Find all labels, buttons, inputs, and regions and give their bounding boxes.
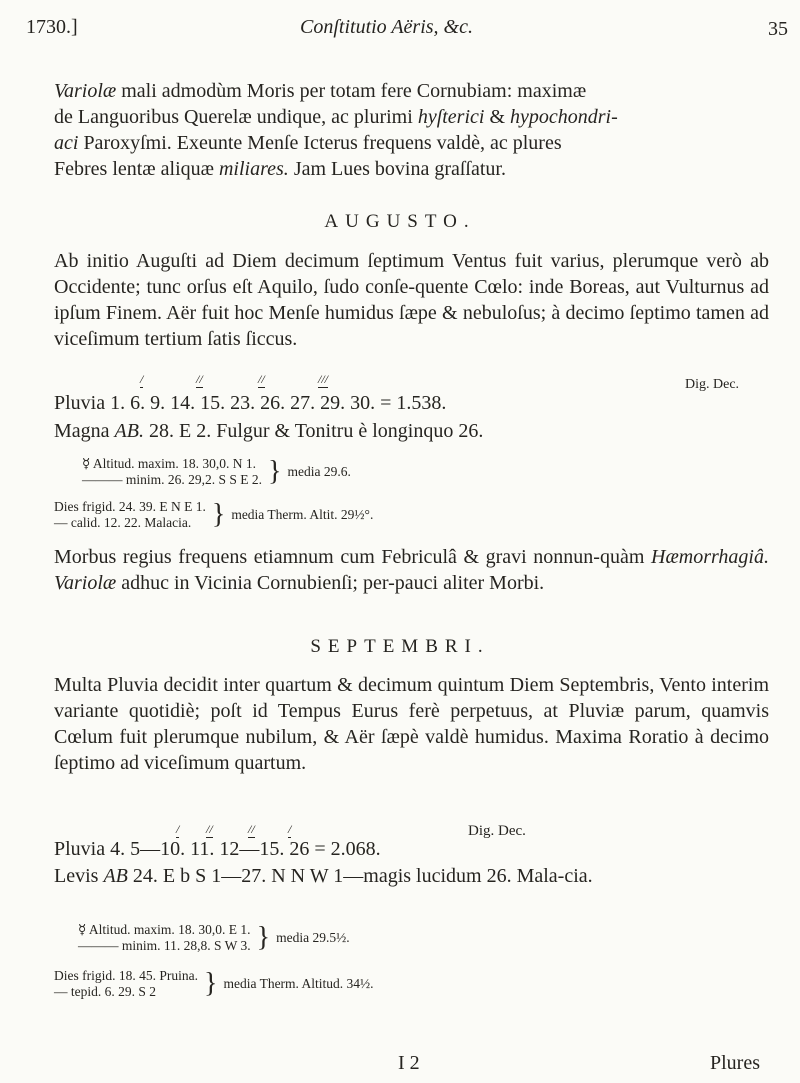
page-number: 35 [768,18,788,40]
rain-mark: // [258,372,265,386]
barometer-min: ——— minim. 26. 29,2. S S E 2. [82,472,263,487]
text-span: mali admodùm Moris per totam fere Cornubiam: maximæ [116,80,587,102]
barometer-media: media 29.6. [287,464,351,479]
brace-icon: } [204,968,218,999]
italic-term: hypochondri- [510,106,618,128]
header-title: Conſtitutio Aëris, &c. [300,16,473,38]
barometer-table-septembri [78,922,350,954]
thermometer-rows [54,499,206,531]
paragraph-variolae [54,78,769,182]
rain-mark: // [248,822,255,836]
text-span: minim. 26. 29,2. S S E 2. [125,472,263,487]
barometer-table-augusto [82,456,351,488]
header-year: 1730.] [26,16,78,38]
barometer-rows [82,456,262,488]
dig-dec-label: Dig. Dec. [468,823,526,839]
rain-mark: / [176,822,180,836]
brace-icon: } [256,922,271,953]
text-span: minim. 11. 28,8. S W 3. [121,938,251,953]
heading-augusto: AUGUSTO. [324,211,476,232]
thermometer-media: media Therm. Altit. 29½°. [231,507,374,522]
barometer-rows [78,922,251,954]
text-span: Jam Lues bovina graſſatur. [288,158,506,180]
brace-icon: } [211,499,226,530]
italic-term: Variolæ [54,572,117,594]
text-span: Morbus regius frequens etiamnum cum Febriculâ & gravi nonnun-quàm [54,546,651,568]
rain-mark: // [206,822,213,836]
pluvia-augusto: Pluvia 1. 6. 9. 14. 15. 23. 26. 27. 29. 30. = 1.538. [54,392,447,414]
thermometer-mild: — tepid. 6. 29. S 2 [54,984,157,999]
thermometer-rows [54,968,198,1000]
catchword: Plures [710,1052,760,1074]
thermometer-warm: — calid. 12. 22. Malacia. [54,515,192,530]
signature-mark: I 2 [398,1052,420,1074]
thermometer-cold: Dies frigid. 24. 39. E N E 1. [54,499,206,514]
text-span: de Languoribus Querelæ undique, ac plurimi [54,106,418,128]
italic-term: aci [54,132,79,154]
rain-mark: /// [318,372,329,386]
rain-mark: // [196,372,203,386]
italic-term: Variolæ [54,80,117,102]
text-span: Paroxyſmi. Exeunte Menſe Icterus frequens valdè, ac plures [78,132,562,154]
text-span: Levis [54,865,104,887]
italic-term: Hæmorrhagiâ. [651,546,769,568]
italic-term: hyſterici [417,106,485,128]
text-line [54,78,769,104]
text-span: Febres lentæ aliquæ [54,158,219,180]
rain-mark: / [288,822,292,836]
paragraph-septembri: Multa Pluvia decidit inter quartum & decimum quintum Diem Septembris, Vento interim variante quotidiè; poſt id Tempus Eurus ferè perpetuus, at Pluviæ parum, quamvis Cœlum fuit plerumque nubilum, & Aër ſæpè valdè humidus. Maxima Roratio à decimo ſeptimo ad viceſimum quartum. [54,674,769,774]
barometer-min: ——— minim. 11. 28,8. S W 3. [78,938,251,953]
text-span: 24. E b S 1—27. N N W 1—magis lucidum 26. Mala-cia. [127,865,593,887]
paragraph-augusto: Ab initio Auguſti ad Diem decimum ſeptimum Ventus fuit varius, plerumque verò ab Occidente; tunc orſus eſt Aquilo, ſudo conſe-quente Cœlo: inde Boreas, aut Vulturnus ad ipſum Finem. Aër fuit hoc Menſe humidus ſæpe & nebuloſus; à decimo ſeptimo tamen ad viceſimum tertium ſatis ſiccus. [54,250,769,350]
italic-term: miliares. [218,158,289,180]
dig-dec-label: Dig. Dec. [685,377,740,392]
thermometer-cold: Dies frigid. 18. 45. Pruina. [54,968,198,983]
text-span: & [484,106,511,128]
text-line [54,156,769,182]
magna-augusto [54,418,483,444]
text-span: 28. E 2. Fulgur & Tonitru è longinquo 26. [143,420,484,442]
pluvia-septembri: Pluvia 4. 5—10. 11. 12—15. 26 = 2.068. [54,838,381,860]
text-span: adhuc in Vicinia Cornubienſi; per-pauci aliter Morbi. [116,572,545,594]
thermometer-table-augusto [54,499,373,531]
italic-term: AB. [114,420,144,442]
heading-septembri: SEPTEMBRI. [310,636,490,657]
running-header [0,8,800,42]
text-line [54,130,769,156]
italic-term: AB [103,865,128,887]
paragraph-morbus [54,544,769,596]
barometer-media: media 29.5½. [276,930,350,945]
thermometer-media: media Therm. Altitud. 34½. [223,976,374,991]
text-line [54,104,769,130]
thermometer-table-septembri [54,968,374,1000]
text-span: Magna [54,420,115,442]
levis-septembri [54,863,769,889]
barometer-max: ☿ Altitud. maxim. 18. 30,0. E 1. [78,922,251,937]
rain-mark: / [140,372,144,386]
barometer-max: ☿ Altitud. maxim. 18. 30,0. N 1. [82,456,257,471]
brace-icon: } [268,456,282,487]
